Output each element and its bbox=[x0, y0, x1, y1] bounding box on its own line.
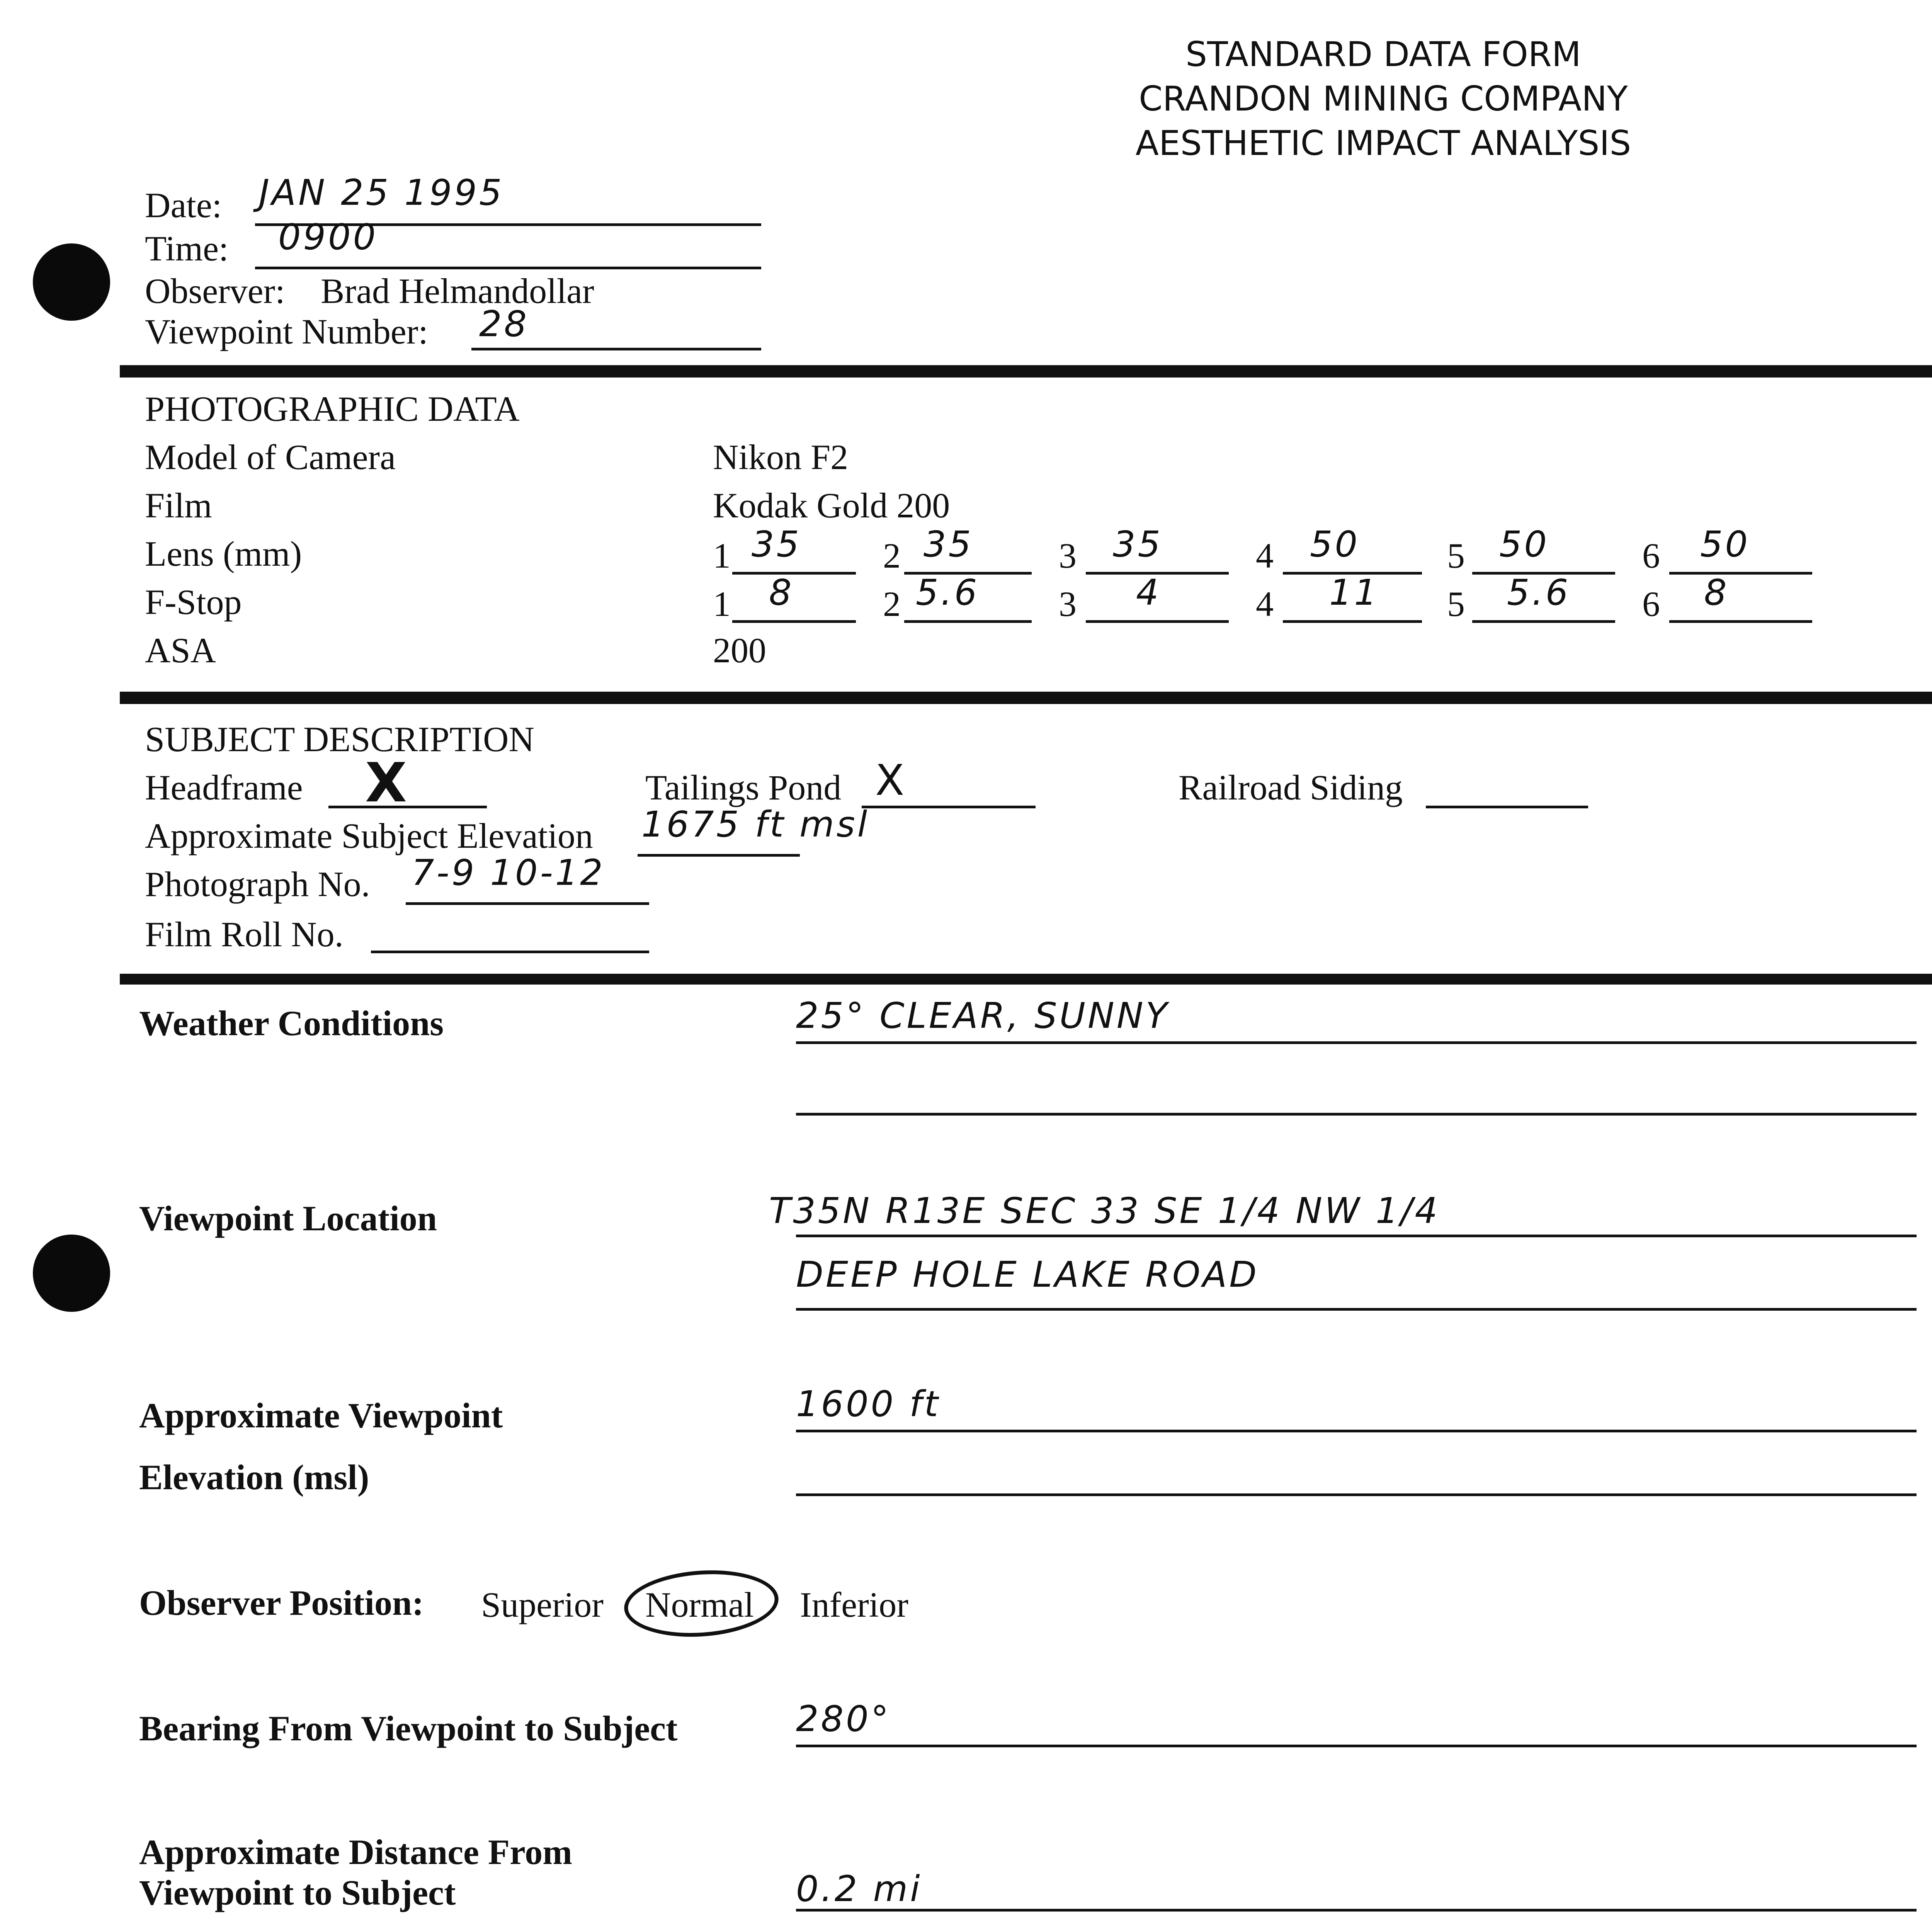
observer-position-label: Observer Position: bbox=[139, 1583, 424, 1622]
fstop-2-value: 5.6 bbox=[916, 572, 980, 613]
photograph-number-label: Photograph No. bbox=[145, 864, 370, 904]
bearing-value: 280° bbox=[796, 1698, 891, 1740]
film-roll-underline bbox=[371, 951, 649, 953]
bearing-underline bbox=[796, 1745, 1917, 1747]
film-label: Film bbox=[145, 486, 212, 525]
viewpoint-elevation-underline-1 bbox=[796, 1430, 1917, 1432]
lens-3-value: 35 bbox=[1113, 524, 1163, 565]
punch-hole-top bbox=[33, 243, 110, 321]
railroad-siding-underline bbox=[1426, 806, 1588, 808]
punch-hole-middle bbox=[33, 1235, 110, 1312]
fstop-1-index: 1 bbox=[713, 584, 731, 624]
distance-label-1: Approximate Distance From bbox=[139, 1832, 572, 1872]
subject-elevation-value: 1675 ft msl bbox=[641, 804, 870, 845]
fstop-6-underline bbox=[1669, 620, 1812, 623]
date-label: Date: bbox=[145, 185, 222, 225]
railroad-siding-label: Railroad Siding bbox=[1179, 768, 1403, 807]
fstop-1-underline bbox=[732, 620, 856, 623]
time-value: 0900 bbox=[278, 216, 378, 258]
camera-label: Model of Camera bbox=[145, 437, 396, 477]
form-title: STANDARD DATA FORM bbox=[1185, 34, 1581, 74]
headframe-value: X bbox=[365, 752, 409, 815]
fstop-1-value: 8 bbox=[769, 572, 794, 613]
viewpoint-number-label: Viewpoint Number: bbox=[145, 312, 428, 351]
fstop-4-underline bbox=[1283, 620, 1422, 623]
tailings-pond-underline bbox=[862, 806, 1036, 808]
weather-underline-1 bbox=[796, 1041, 1917, 1044]
fstop-2-underline bbox=[904, 620, 1032, 623]
camera-value: Nikon F2 bbox=[713, 437, 849, 477]
distance-underline bbox=[796, 1909, 1917, 1912]
distance-label-2: Viewpoint to Subject bbox=[139, 1873, 456, 1912]
weather-underline-2 bbox=[796, 1113, 1917, 1116]
photograph-number-value: 7-9 10-12 bbox=[412, 852, 605, 893]
fstop-2-index: 2 bbox=[883, 584, 901, 624]
asa-value: 200 bbox=[713, 631, 766, 670]
viewpoint-number-underline bbox=[471, 348, 761, 350]
section-divider-1 bbox=[120, 365, 1932, 378]
film-value: Kodak Gold 200 bbox=[713, 486, 950, 525]
viewpoint-number-value: 28 bbox=[479, 303, 529, 345]
lens-5-value: 50 bbox=[1499, 524, 1549, 565]
lens-1-underline bbox=[732, 572, 856, 575]
fstop-4-value: 11 bbox=[1329, 572, 1379, 613]
viewpoint-location-line2: DEEP HOLE LAKE ROAD bbox=[796, 1254, 1259, 1295]
time-underline bbox=[255, 267, 761, 269]
company-name: CRANDON MINING COMPANY bbox=[1139, 79, 1628, 119]
fstop-6-value: 8 bbox=[1704, 572, 1729, 613]
viewpoint-elevation-value: 1600 ft bbox=[796, 1383, 940, 1425]
position-normal-circle bbox=[622, 1565, 781, 1641]
form-subtitle: AESTHETIC IMPACT ANALYSIS bbox=[1135, 123, 1631, 163]
headframe-label: Headframe bbox=[145, 768, 303, 807]
viewpoint-location-underline-1 bbox=[796, 1235, 1917, 1237]
time-label: Time: bbox=[145, 229, 229, 268]
viewpoint-location-underline-2 bbox=[796, 1308, 1917, 1311]
lens-6-index: 6 bbox=[1642, 536, 1660, 575]
observer-value: Brad Helmandollar bbox=[321, 271, 594, 311]
subject-elevation-underline bbox=[638, 854, 800, 857]
position-superior: Superior bbox=[481, 1585, 604, 1624]
section-divider-2 bbox=[120, 692, 1932, 704]
section-divider-3 bbox=[120, 974, 1932, 985]
lens-5-index: 5 bbox=[1447, 536, 1465, 575]
fstop-label: F-Stop bbox=[145, 582, 242, 622]
lens-4-value: 50 bbox=[1310, 524, 1360, 565]
viewpoint-elevation-label-2: Elevation (msl) bbox=[139, 1458, 369, 1497]
bearing-label: Bearing From Viewpoint to Subject bbox=[139, 1709, 678, 1748]
distance-value: 0.2 mi bbox=[796, 1868, 922, 1910]
lens-3-index: 3 bbox=[1059, 536, 1077, 575]
photographic-data-title: PHOTOGRAPHIC DATA bbox=[145, 389, 520, 429]
lens-2-value: 35 bbox=[923, 524, 974, 565]
lens-6-value: 50 bbox=[1700, 524, 1750, 565]
photograph-number-underline bbox=[406, 902, 649, 905]
viewpoint-elevation-label-1: Approximate Viewpoint bbox=[139, 1396, 503, 1435]
lens-1-value: 35 bbox=[752, 524, 802, 565]
fstop-5-index: 5 bbox=[1447, 584, 1465, 624]
lens-4-index: 4 bbox=[1256, 536, 1274, 575]
fstop-3-value: 4 bbox=[1136, 572, 1161, 613]
weather-value: 25° CLEAR, SUNNY bbox=[796, 995, 1170, 1036]
weather-label: Weather Conditions bbox=[139, 1003, 444, 1043]
position-normal: Normal bbox=[645, 1585, 754, 1624]
tailings-pond-value: X bbox=[875, 755, 907, 805]
lens-label: Lens (mm) bbox=[145, 534, 302, 573]
subject-description-title: SUBJECT DESCRIPTION bbox=[145, 719, 534, 759]
fstop-3-index: 3 bbox=[1059, 584, 1077, 624]
observer-label: Observer: bbox=[145, 271, 285, 311]
viewpoint-location-line1: T35N R13E SEC 33 SE 1/4 NW 1/4 bbox=[769, 1190, 1440, 1231]
lens-2-index: 2 bbox=[883, 536, 901, 575]
viewpoint-location-label: Viewpoint Location bbox=[139, 1199, 437, 1238]
position-inferior: Inferior bbox=[800, 1585, 908, 1624]
fstop-5-value: 5.6 bbox=[1507, 572, 1571, 613]
film-roll-label: Film Roll No. bbox=[145, 915, 344, 954]
fstop-5-underline bbox=[1472, 620, 1615, 623]
fstop-6-index: 6 bbox=[1642, 584, 1660, 624]
fstop-3-underline bbox=[1086, 620, 1229, 623]
fstop-4-index: 4 bbox=[1256, 584, 1274, 624]
headframe-underline bbox=[328, 806, 487, 808]
lens-1-index: 1 bbox=[713, 536, 731, 575]
lens-6-underline bbox=[1669, 572, 1812, 575]
asa-label: ASA bbox=[145, 631, 216, 670]
subject-elevation-label: Approximate Subject Elevation bbox=[145, 816, 593, 855]
tailings-pond-label: Tailings Pond bbox=[645, 768, 842, 807]
viewpoint-elevation-underline-2 bbox=[796, 1493, 1917, 1496]
date-value: JAN 25 1995 bbox=[259, 172, 504, 213]
